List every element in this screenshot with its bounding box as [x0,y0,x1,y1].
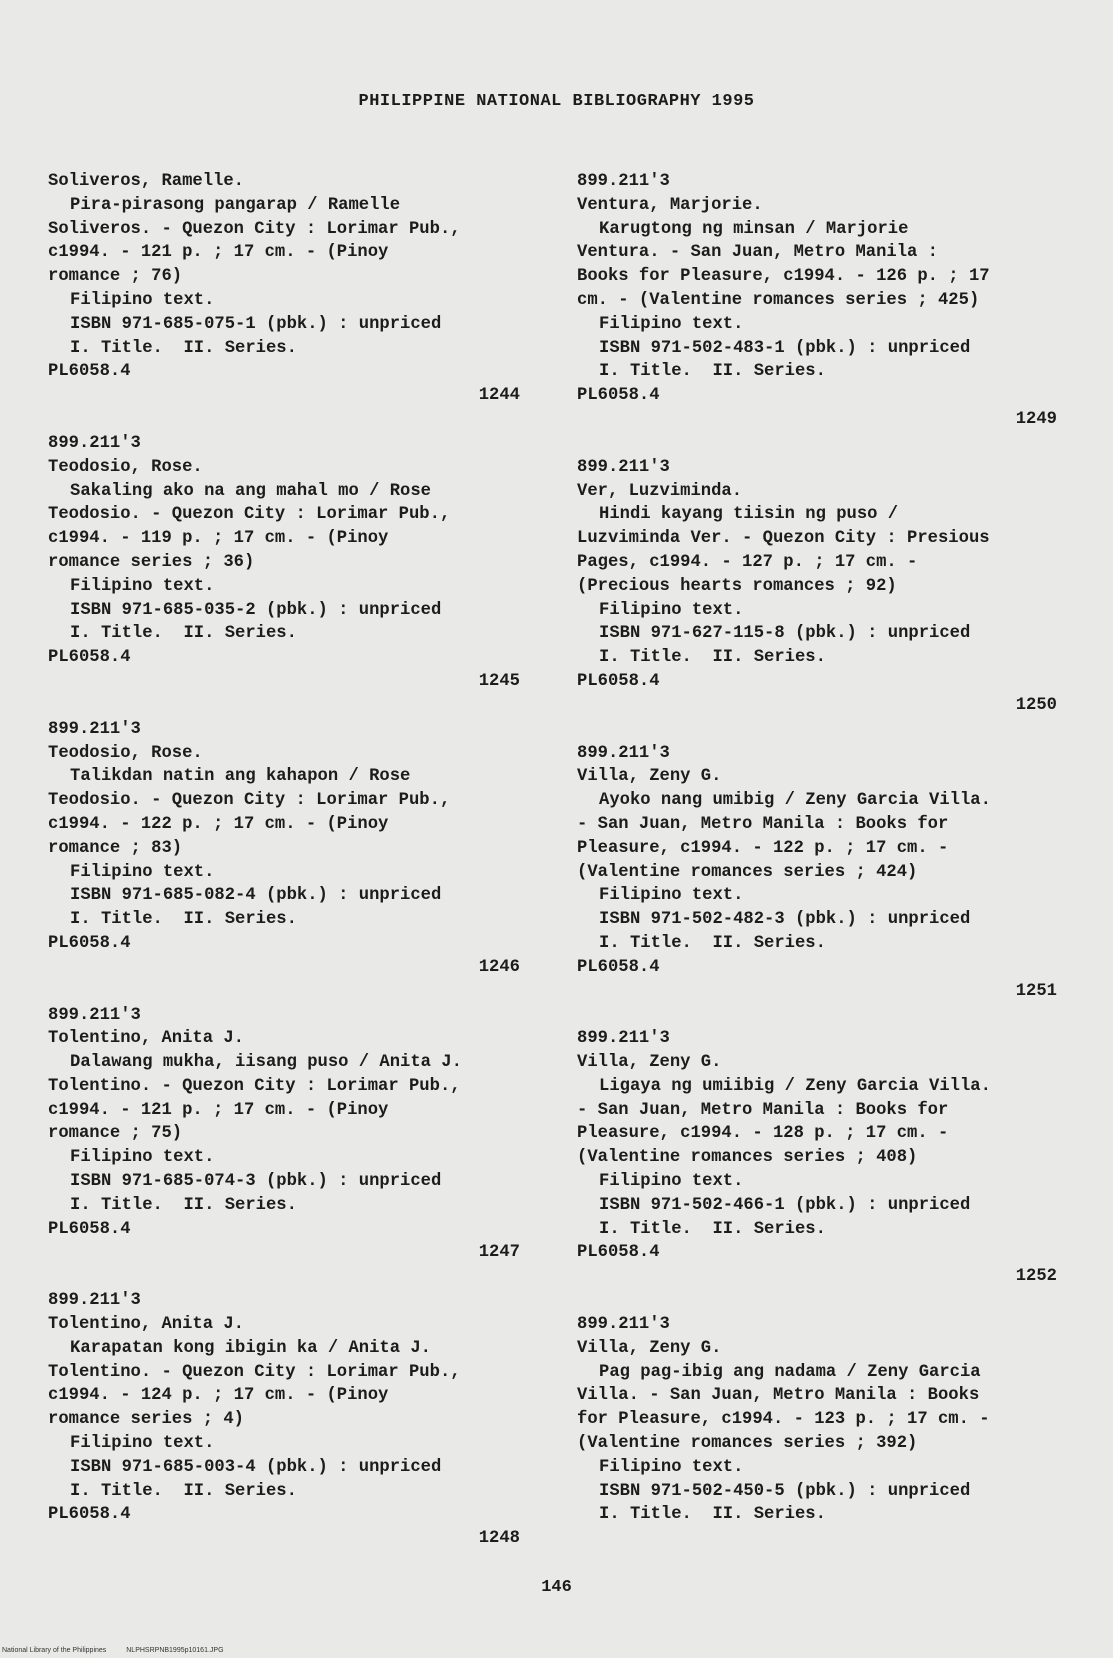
entry-title-line: Pag pag-ibig ang nadama / Zeny Garcia [599,1362,981,1382]
bibliographic-entry [48,170,528,408]
entry-number: 1245 [478,671,520,691]
entry-imprint-line: (Valentine romances series ; 392) [577,1434,918,1454]
bibliographic-entry [577,1027,1065,1289]
entry-class-number: 899.211'3 [577,1029,670,1049]
entry-number: 1246 [478,957,520,977]
entry-imprint-line: Pleasure, c1994. - 128 p. ; 17 cm. - [577,1124,949,1144]
entry-note: I. Title. II. Series. [70,1481,297,1501]
entry-imprint-line: (Valentine romances series ; 408) [577,1148,918,1168]
entry-spacer [577,1289,1065,1313]
entry-spacer [48,694,528,718]
entry-author: Teodosio, Rose. [48,743,203,763]
entry-number: 1250 [1015,695,1057,715]
entry-imprint-line: romance series ; 36) [48,552,255,572]
entry-note: I. Title. II. Series. [70,1195,297,1215]
entry-imprint-line: Soliveros. - Quezon City : Lorimar Pub., [48,219,461,239]
entry-author: Villa, Zeny G. [577,1053,722,1073]
entry-title-line: Ligaya ng umiibig / Zeny Garcia Villa. [599,1076,991,1096]
entry-call-number: PL6058.4 [577,957,660,977]
entry-note: Filipino text. [70,1148,215,1168]
entry-title-line: Hindi kayang tiisin ng puso / [599,505,899,525]
entry-title-line: Ayoko nang umibig / Zeny Garcia Villa. [599,791,991,811]
entry-note: ISBN 971-502-466-1 (pbk.) : unpriced [599,1195,971,1215]
entry-call-number: PL6058.4 [48,933,131,953]
entry-note: Filipino text. [599,1172,744,1192]
entry-title-line: Pira-pirasong pangarap / Ramelle [70,195,401,215]
entry-note: Filipino text. [599,886,744,906]
entry-number: 1244 [478,386,520,406]
entry-imprint-line: (Precious hearts romances ; 92) [577,576,897,596]
entry-imprint-line: - San Juan, Metro Manila : Books for [577,814,949,834]
entry-imprint-line: romance ; 83) [48,838,183,858]
entry-title-line: Dalawang mukha, iisang puso / Anita J. [70,1053,462,1073]
entry-author: Villa, Zeny G. [577,1338,722,1358]
entry-note: ISBN 971-685-074-3 (pbk.) : unpriced [70,1172,442,1192]
entry-class-number: 899.211'3 [48,433,141,453]
entry-note: I. Title. II. Series. [70,910,297,930]
entry-spacer [48,980,528,1004]
bibliographic-entry [577,456,1065,718]
entry-imprint-line: c1994. - 124 p. ; 17 cm. - (Pinoy [48,1386,389,1406]
entry-imprint-line: c1994. - 121 p. ; 17 cm. - (Pinoy [48,1100,389,1120]
entry-imprint-line: Tolentino. - Quezon City : Lorimar Pub., [48,1362,461,1382]
entry-note: ISBN 971-627-115-8 (pbk.) : unpriced [599,624,971,644]
entry-call-number: PL6058.4 [48,1219,131,1239]
bibliographic-entry [48,718,528,980]
entry-author: Teodosio, Rose. [48,457,203,477]
entry-note: ISBN 971-502-450-5 (pbk.) : unpriced [599,1481,971,1501]
entry-note: I. Title. II. Series. [599,1505,826,1525]
entry-note: ISBN 971-685-082-4 (pbk.) : unpriced [70,886,442,906]
entry-author: Tolentino, Anita J. [48,1029,244,1049]
entry-author: Tolentino, Anita J. [48,1315,244,1335]
entry-number: 1247 [478,1243,520,1263]
entry-author: Villa, Zeny G. [577,767,722,787]
bibliographic-entry [48,1004,528,1266]
bibliographic-entry [577,170,1065,432]
entry-imprint-line: romance series ; 4) [48,1410,244,1430]
entry-note: ISBN 971-685-035-2 (pbk.) : unpriced [70,600,442,620]
entry-note: I. Title. II. Series. [70,338,297,358]
right-column [577,170,1065,1551]
entry-note: I. Title. II. Series. [599,362,826,382]
bibliographic-entry [48,1289,528,1551]
entry-note: I. Title. II. Series. [70,624,297,644]
entry-spacer [577,1003,1065,1027]
entry-number: 1249 [1015,409,1057,429]
entry-note: Filipino text. [70,1434,215,1454]
entry-title-line: Sakaling ako na ang mahal mo / Rose [70,481,431,501]
entry-class-number: 899.211'3 [48,1005,141,1025]
entry-imprint-line: for Pleasure, c1994. - 123 p. ; 17 cm. - [577,1410,990,1430]
bibliographic-entry [577,742,1065,1004]
entry-imprint-line: romance ; 76) [48,267,183,287]
entry-number: 1251 [1015,981,1057,1001]
entry-imprint-line: Villa. - San Juan, Metro Manila : Books [577,1386,980,1406]
bibliographic-entry [48,432,528,694]
entry-note: ISBN 971-685-003-4 (pbk.) : unpriced [70,1457,442,1477]
entry-note: ISBN 971-685-075-1 (pbk.) : unpriced [70,314,442,334]
entry-note: Filipino text. [599,314,744,334]
entry-call-number: PL6058.4 [48,1505,131,1525]
entry-imprint-line: (Valentine romances series ; 424) [577,862,918,882]
entry-class-number: 899.211'3 [577,743,670,763]
entry-imprint-line: Pleasure, c1994. - 122 p. ; 17 cm. - [577,838,949,858]
entry-imprint-line: Pages, c1994. - 127 p. ; 17 cm. - [577,552,918,572]
entry-imprint-line: Teodosio. - Quezon City : Lorimar Pub., [48,791,451,811]
entry-imprint-line: Ventura. - San Juan, Metro Manila : [577,243,938,263]
entry-spacer [577,718,1065,742]
entry-imprint-line: romance ; 75) [48,1124,183,1144]
entry-class-number: 899.211'3 [577,457,670,477]
bibliographic-entry [577,1313,1065,1527]
entry-call-number: PL6058.4 [577,1243,660,1263]
page-title: PHILIPPINE NATIONAL BIBLIOGRAPHY 1995 [358,92,755,111]
entry-class-number: 899.211'3 [577,1315,670,1335]
entry-note: Filipino text. [70,862,215,882]
entry-author: Ver, Luzviminda. [577,481,743,501]
entry-note: Filipino text. [599,600,744,620]
entry-imprint-line: Teodosio. - Quezon City : Lorimar Pub., [48,505,451,525]
entry-imprint-line: Books for Pleasure, c1994. - 126 p. ; 17 [577,267,990,287]
entry-note: ISBN 971-502-482-3 (pbk.) : unpriced [599,910,971,930]
left-column [48,170,528,1575]
scan-footer [2,1647,242,1654]
entry-note: I. Title. II. Series. [599,648,826,668]
entry-class-number: 899.211'3 [577,172,670,191]
entry-title-line: Karugtong ng minsan / Marjorie [599,219,909,239]
entry-note: Filipino text. [70,576,215,596]
entry-imprint-line: - San Juan, Metro Manila : Books for [577,1100,949,1120]
entry-number: 1248 [478,1529,520,1549]
entry-author: Ventura, Marjorie. [577,195,763,215]
entry-note: I. Title. II. Series. [599,933,826,953]
entry-imprint-line: c1994. - 121 p. ; 17 cm. - (Pinoy [48,243,389,263]
entry-spacer [48,1265,528,1289]
entry-title-line: Talikdan natin ang kahapon / Rose [70,767,411,787]
entry-author: Soliveros, Ramelle. [48,172,244,191]
entry-spacer [577,1527,1065,1551]
entry-call-number: PL6058.4 [48,362,131,382]
entry-note: I. Title. II. Series. [599,1219,826,1239]
entry-call-number: PL6058.4 [577,386,660,406]
entry-call-number: PL6058.4 [577,671,660,691]
entry-class-number: 899.211'3 [48,1291,141,1311]
footer-library: National Library of the Philippines [2,1647,107,1654]
entry-imprint-line: Tolentino. - Quezon City : Lorimar Pub., [48,1076,461,1096]
entry-note: Filipino text. [599,1457,744,1477]
entry-spacer [577,432,1065,456]
entry-spacer [48,408,528,432]
entry-imprint-line: c1994. - 119 p. ; 17 cm. - (Pinoy [48,529,389,549]
footer-filename: NLPHSRPNB1995p10161.JPG [126,1647,224,1654]
entry-note: ISBN 971-502-483-1 (pbk.) : unpriced [599,338,971,358]
entry-imprint-line: c1994. - 122 p. ; 17 cm. - (Pinoy [48,814,389,834]
entry-spacer [48,1551,528,1575]
entry-imprint-line: cm. - (Valentine romances series ; 425) [577,290,980,310]
entry-class-number: 899.211'3 [48,719,141,739]
entry-imprint-line: Luzviminda Ver. - Quezon City : Presious [577,529,990,549]
page-number: 146 [541,1578,572,1597]
entry-number: 1252 [1015,1267,1057,1287]
entry-call-number: PL6058.4 [48,648,131,668]
entry-note: Filipino text. [70,290,215,310]
entry-title-line: Karapatan kong ibigin ka / Anita J. [70,1338,431,1358]
